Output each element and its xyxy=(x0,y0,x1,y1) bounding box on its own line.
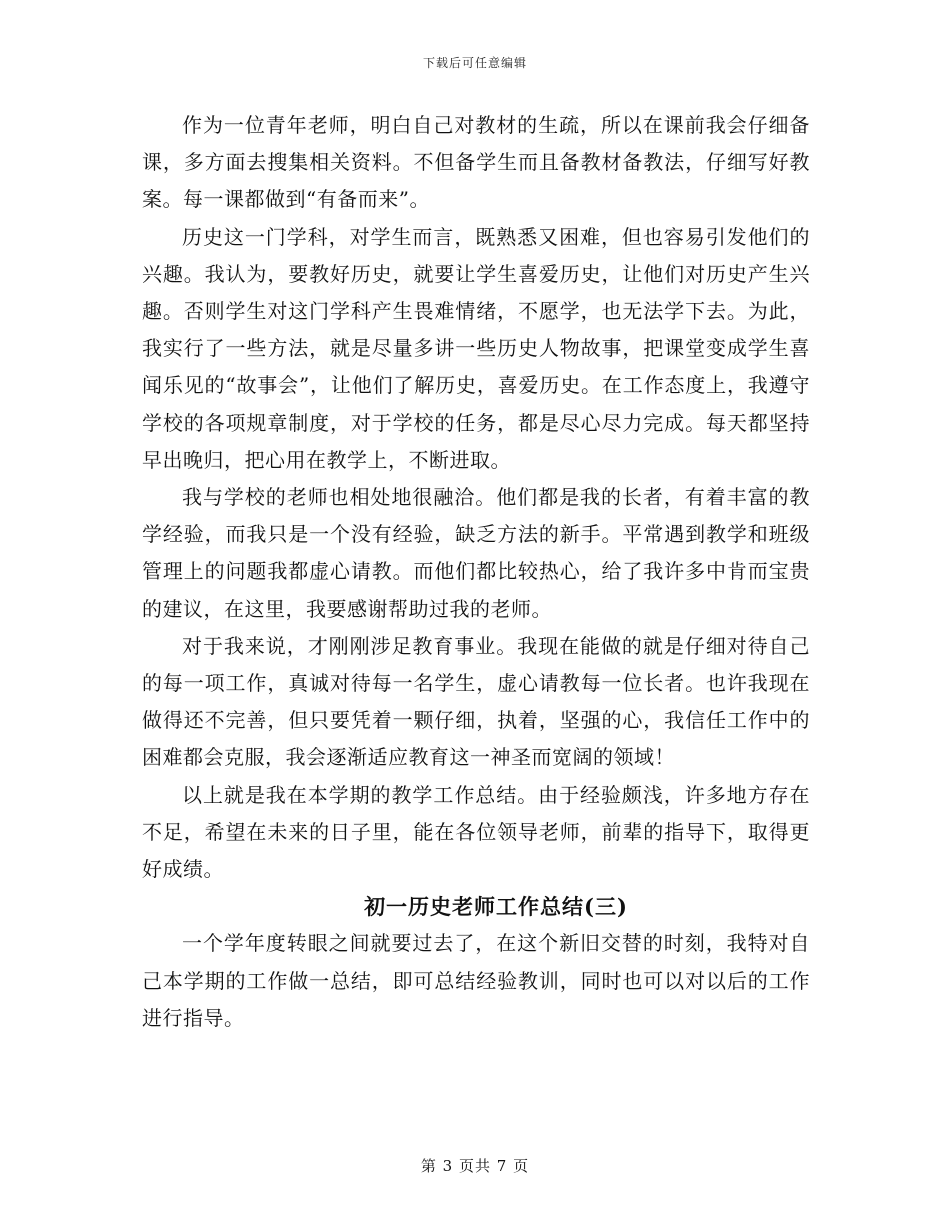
section-title: 初一历史老师工作总结(三) xyxy=(364,894,628,920)
paragraph: 作为一位青年老师，明白自己对教材的生疏，所以在课前我会仔细备课，多方面去搜集相关资料。不但备学生而且备教材备教法，仔细写好教案。每一课都做到“有备而来”。 xyxy=(142,113,810,212)
page-header: 下载后可任意编辑 xyxy=(422,56,527,70)
document-body xyxy=(142,107,810,1037)
paragraph: 历史这一门学科，对学生而言，既熟悉又困难，但也容易引发他们的兴趣。我认为，要教好历史，就要让学生喜爱历史，让他们对历史产生兴趣。否则学生对这门学科产生畏难情绪，不愿学，也无法学下去。为此，我实行了一些方法，就是尽量多讲一些历史人物故事，把课堂变成学生喜闻乐见的“故事会”，让他们了解历史，喜爱历史。在工作态度上，我遵守学校的各项规章制度，对于学校的任务，都是尽心尽力完成。每天都坚持早出晚归，把心用在教学上，不断进取。 xyxy=(142,224,810,472)
paragraph: 一个学年度转眼之间就要过去了，在这个新旧交替的时刻，我特对自己本学期的工作做一总结，即可总结经验教训，同时也可以对以后的工作进行指导。 xyxy=(142,931,810,1030)
page-number: 第 3 页共 7 页 xyxy=(420,1157,530,1175)
paragraph: 以上就是我在本学期的教学工作总结。由于经验颇浅，许多地方存在不足，希望在未来的日子里，能在各位领导老师，前辈的指导下，取得更好成绩。 xyxy=(142,782,810,882)
paragraph: 对于我来说，才刚刚涉足教育事业。我现在能做的就是仔细对待自己的每一项工作，真诚对待每一名学生，虚心请教每一位长者。也许我现在做得还不完善，但只要凭着一颗仔细，执着，坚强的心，我信任工作中的困难都会克服，我会逐渐适应教育这一神圣而宽阔的领域！ xyxy=(142,633,810,770)
paragraph: 我与学校的老师也相处地很融洽。他们都是我的长者，有着丰富的教学经验，而我只是一个没有经验，缺乏方法的新手。平常遇到教学和班级管理上的问题我都虚心请教。而他们都比较热心，给了我许多中肯而宝贵的建议，在这里，我要感谢帮助过我的老师。 xyxy=(142,485,810,621)
